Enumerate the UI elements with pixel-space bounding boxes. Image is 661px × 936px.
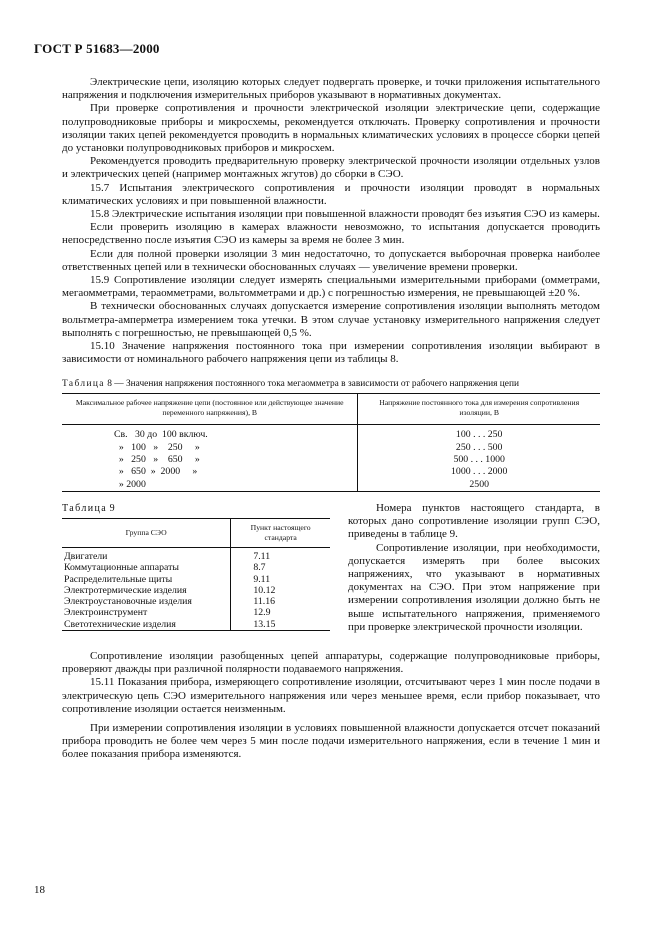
table-line: » 2000 xyxy=(114,478,146,490)
table-line: » 250 » 650 » xyxy=(114,454,200,466)
paragraph: При измерении сопротивления изоляции в условиях повышенной влажности допускается отсчет показаний прибора проводить не более чем через 5 мин после подачи измерительного напряжения, если в течение 1 мин и более показания прибора изменяются. xyxy=(62,721,600,761)
table-line: Распределительные щиты xyxy=(64,573,173,585)
table-line: Светотехнические изделия xyxy=(64,618,176,630)
page-number: 18 xyxy=(34,884,45,896)
table-cell-voltage-range xyxy=(62,425,358,491)
document-header: ГОСТ Р 51683—2000 xyxy=(34,41,160,56)
table-line: » 650 » 2000 » xyxy=(114,466,198,478)
table-line: 10.12 xyxy=(253,584,276,596)
paragraph: Электрические цепи, изоляцию которых следует подвергать проверке, и точки приложения испытательного напряжения и подключения измерительных приборов указывают в нормативных документах. xyxy=(62,76,600,102)
paragraph: При проверке сопротивления и прочности электрической изоляции электрические цепи, содержащие полупроводниковые приборы и микросхемы, рекомендуется отключать. Проверку сопротивления и прочности изоляции таких цепей рекомендуется проводить в нормальных климатических условиях в процессе сборки цепей до установки полупроводниковых приборов и микросхем. xyxy=(62,102,600,155)
table-line: 12.9 xyxy=(253,607,271,619)
table-header: Напряжение постоянного тока для измерения сопротивления изоляции, В xyxy=(358,394,600,425)
table-label: Таблица xyxy=(62,379,105,390)
paragraph: 15.8 Электрические испытания изоляции при повышенной влажности проводят без изъятия СЭО из камеры. xyxy=(90,208,600,221)
table-line: 500 . . . 1000 xyxy=(453,454,505,466)
table-line: Коммутационные аппараты xyxy=(64,562,179,574)
table-label: Таблица xyxy=(62,502,108,514)
table-line: Св. 30 до 100 включ. xyxy=(114,429,208,441)
table-line: Электроустановочные изделия xyxy=(64,596,192,608)
table-9-title xyxy=(62,502,115,515)
table-line: 11.16 xyxy=(253,596,276,608)
paragraph: Номера пунктов настоящего стандарта, в которых дано сопротивление изоляции групп СЭО, приведены в таблице 9. xyxy=(348,501,600,541)
side-text xyxy=(348,502,600,634)
table-line: 250 . . . 500 xyxy=(455,441,503,453)
table-cell-groups xyxy=(62,547,231,630)
document-body xyxy=(62,76,600,762)
table-9 xyxy=(62,518,330,631)
table-line: 100 . . . 250 xyxy=(455,429,503,441)
table-8 xyxy=(62,393,600,491)
paragraph: 15.10 Значение напряжения постоянного тока при измерении сопротивления изоляции выбирают в зависимости от номинального рабочего напряжения цепи из таблицы 8. xyxy=(62,340,600,366)
paragraph: В технически обоснованных случаях допускается измерение сопротивления изоляции выполнять методом вольтметра-амперметра измерением тока утечки. В этом случае установку измерительного напряжения следует выполнять с погрешностью, не превышающей 0,5 %. xyxy=(62,300,600,339)
paragraph: Сопротивление изоляции разобщенных цепей аппаратуры, содержащие полупроводниковые приборы, проверяют дважды при различной полярности подаваемого напряжения. xyxy=(62,649,600,676)
paragraph: Если проверить изоляцию в камерах влажности невозможно, то испытания допускается проводить непосредственно после изъятия СЭО из камеры за время не более 3 мин. xyxy=(62,221,600,247)
table-line: 8.7 xyxy=(253,562,266,574)
table-cell-points xyxy=(231,547,330,630)
table-line: Электроинструмент xyxy=(64,607,148,619)
table-header: Пункт настоящего стандарта xyxy=(231,518,330,547)
table-line: 7.11 xyxy=(253,550,271,562)
paragraph: Сопротивление изоляции, при необходимости, допускается измерять при более высоких напряжениях, что указывают в нормативных документах на СЭО. При этом напряжение при измерении сопротивления изоляции должно быть не выше испытательного напряжения, применяемого при проверке электрической прочности изоляции. xyxy=(348,541,600,633)
paragraph: 15.9 Сопротивление изоляции следует измерять специальными измерительными приборами (омметрами, мегаомметрами, тераомметрами, вольтомметрами и др.) с погрешностью измерения, не превышающей ±20 %. xyxy=(62,274,600,300)
table-caption-text: 8 — Значения напряжения постоянного тока мегаомметра в зависимости от рабочего напряжения цепи xyxy=(107,379,519,390)
paragraph: Если для полной проверки изоляции 3 мин недостаточно, то допускается выборочная проверка наиболее ответственных цепей или в технически обоснованных случаях — увеличение времени проверки. xyxy=(62,247,600,273)
table-9-section xyxy=(62,502,600,650)
table-header: Группа СЭО xyxy=(62,518,231,547)
paragraph: 15.11 Показания прибора, измеряющего сопротивление изоляции, отсчитывают через 1 мин после подачи в электрическую цепь СЭО измерительного напряжения или через меньшее время, если прибор показывает, что сопротивление изоляции остается неизменным. xyxy=(62,676,600,715)
table-8-caption xyxy=(62,378,600,390)
table-line: Двигатели xyxy=(64,550,108,562)
table-line: 9.11 xyxy=(253,573,271,585)
table-cell-test-voltage xyxy=(358,425,600,491)
table-line: Электротермические изделия xyxy=(64,584,187,596)
table-line: 13.15 xyxy=(253,618,276,630)
paragraph: Рекомендуется проводить предварительную проверку электрической прочности изоляции отдельных узлов и электрических цепей (например монтажных жгутов) до сборки в СЭО. xyxy=(62,155,600,181)
table-line: 1000 . . . 2000 xyxy=(451,466,508,478)
table-number: 9 xyxy=(109,502,115,514)
table-line: » 100 » 250 » xyxy=(114,441,200,453)
table-header: Максимальное рабочее напряжение цепи (постоянное или действующее значение переменного напряжения), В xyxy=(62,394,358,425)
table-line: 2500 xyxy=(469,478,489,490)
paragraph: 15.7 Испытания электрического сопротивления и прочности изоляции проводят в нормальных климатических условиях и при повышенной влажности. xyxy=(62,181,600,207)
